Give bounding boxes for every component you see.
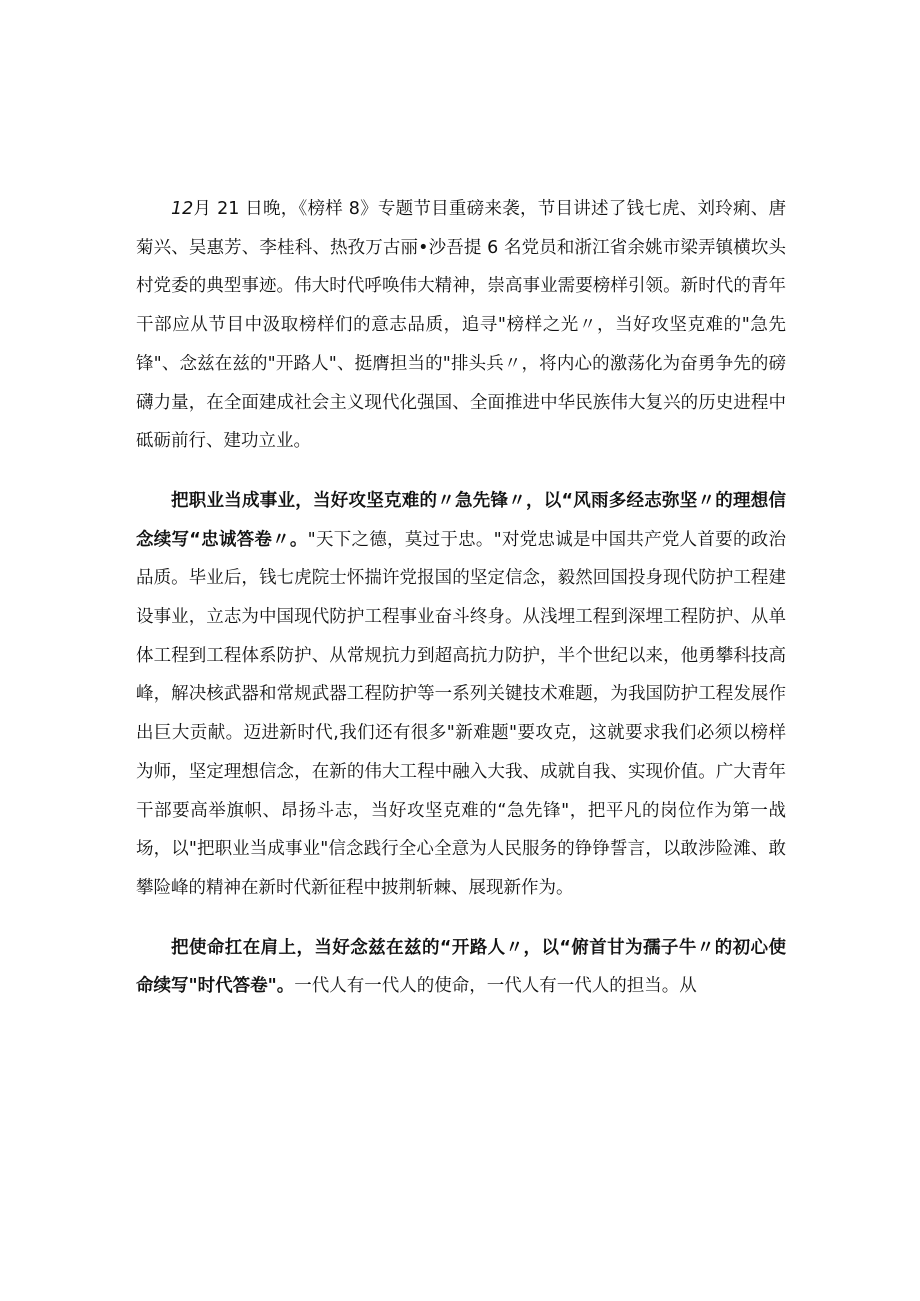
paragraph-text: "天下之德，莫过于忠。"对党忠诚是中国共产党人首要的政治品质。毕业后，钱七虎院士怀揣许党报国的坚定信念，毅然回国投身现代防护工程建设事业，立志为中国现代防护工程事业奋斗终身。从浅埋工程到深埋工程防护、从单体工程到工程体系防护、从常规抗力到超高抗力防护，半个世纪以来，他勇攀科技高峰，解决核武器和常规武器工程防护等一系列关键技术难题，为我国防护工程发展作出巨大贡献。迈进新时代,我们还有很多"新难题"要攻克，这就要求我们必须以榜样为师，坚定理想信念，在新的伟大工程中融入大我、成就自我、实现价值。广大青年干部要高举旗帜、昂扬斗志，当好攻坚克难的“急先锋"，把平凡的岗位作为第一战场，以"把职业当成事业"信念践行全心全意为人民服务的铮铮誓言，以敢涉险滩、敢攀险峰的精神在新时代新征程中披荆斩棘、展现新作为。	[136, 529, 786, 898]
section-paragraph-loyalty	[136, 482, 786, 908]
intro-paragraph	[136, 190, 786, 461]
section-heading: 把使命扛在肩上，当好念兹在兹的“开路人〃，以“俯首甘为孺子牛〃的初心使命续写"时代答卷"。	[136, 937, 786, 997]
paragraph-text: 一代人有一代人的使命，一代人有一代人的担当。从	[294, 976, 697, 997]
date-number: 12	[171, 199, 194, 219]
section-paragraph-mission	[136, 929, 786, 1006]
paragraph-text: 月 21 日晚，《榜样 8》专题节目重磅来袭，节目讲述了钱七虎、刘玲痢、唐菊兴、吴惠芳、李桂科、热孜万古丽•沙吾提 6 名党员和浙江省余姚市梁弄镇横坎头村党委的典型事迹。伟大时代呼唤伟大精神，崇高事业需要榜样引领。新时代的青年干部应从节目中汲取榜样们的意志品质，追寻"榜样之光〃，当好攻坚克难的"急先锋"、念兹在兹的"开路人"、挺膺担当的"排头兵〃，将内心的激荡化为奋勇争先的磅礴力量，在全面建成社会主义现代化强国、全面推进中华民族伟大复兴的历史进程中砥砺前行、建功立业。	[136, 199, 786, 452]
section-heading: 把职业当成事业，当好攻坚克难的〃急先锋〃，以“风雨多经志弥坚〃的理想信念续写“忠诚答卷〃。	[136, 490, 786, 550]
document-body	[136, 190, 786, 1006]
